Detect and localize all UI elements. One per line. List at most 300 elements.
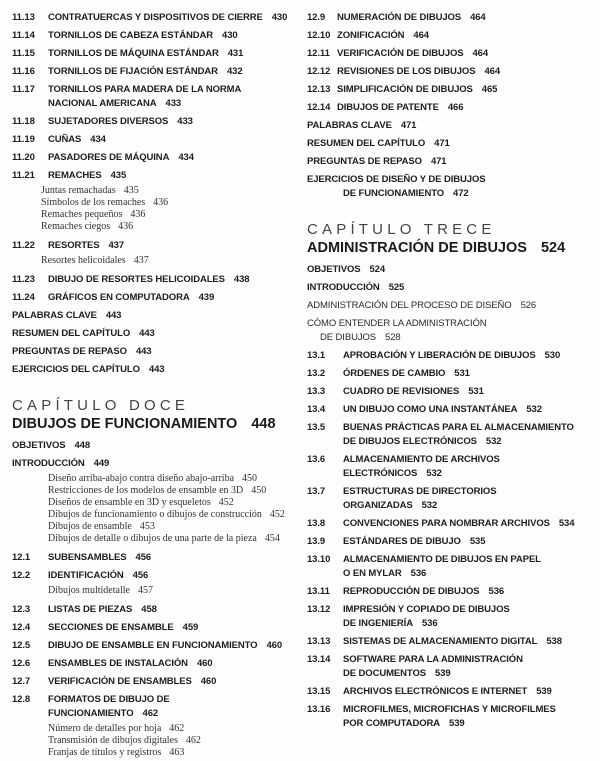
toc-entry[interactable] xyxy=(307,585,597,599)
section-number: 11.22 xyxy=(12,240,35,251)
entry-body xyxy=(48,551,300,565)
section-number: 11.21 xyxy=(12,170,35,181)
entry-title: EJERCICIOS DEL CAPÍTULO xyxy=(12,364,140,375)
toc-entry[interactable] xyxy=(12,657,300,671)
chapter-title-text: ADMINISTRACIÓN DE DIBUJOS xyxy=(307,240,527,256)
entry-body xyxy=(343,685,597,699)
section-number: 11.20 xyxy=(12,152,35,163)
page-number: 450 xyxy=(242,473,258,484)
entry-title: ESTÁNDARES DE DIBUJO xyxy=(343,536,461,547)
entry-title: UN DIBUJO COMO UNA INSTANTÁNEA xyxy=(343,404,518,415)
toc-entry[interactable] xyxy=(307,453,597,481)
entry-heading xyxy=(343,367,597,381)
page-number: 437 xyxy=(133,255,149,266)
page-number: 531 xyxy=(454,368,470,379)
toc-entry[interactable] xyxy=(307,603,597,631)
sub-entry[interactable] xyxy=(48,497,300,509)
page-number: 433 xyxy=(177,116,193,127)
sub-entry[interactable] xyxy=(48,747,300,759)
toc-entry[interactable] xyxy=(12,151,300,165)
entry-body xyxy=(337,65,597,79)
entry-title: INTRODUCCIÓN xyxy=(12,458,85,469)
entry-title: CUÑAS xyxy=(48,134,82,145)
page-number: 450 xyxy=(251,485,267,496)
entry-body xyxy=(343,349,597,363)
toc-entry[interactable] xyxy=(12,675,300,689)
entry-body xyxy=(48,151,300,165)
section-number: 13.5 xyxy=(307,422,326,433)
entry-title: IMPRESIÓN Y COPIADO DE DIBUJOS DE INGENIERÍA xyxy=(343,604,510,629)
page-number: 456 xyxy=(135,552,152,563)
toc-entry[interactable] xyxy=(307,385,597,399)
page-number: 528 xyxy=(385,332,401,343)
entry-body xyxy=(343,421,597,449)
entry-heading xyxy=(12,309,300,323)
page-number: 538 xyxy=(546,636,562,647)
toc-entry[interactable] xyxy=(307,685,597,699)
page-number: 448 xyxy=(251,416,276,432)
entry-title: REPRODUCCIÓN DE DIBUJOS xyxy=(343,586,480,597)
page-number: 449 xyxy=(93,458,110,469)
toc-entry[interactable] xyxy=(307,101,597,115)
toc-entry[interactable] xyxy=(12,47,300,61)
entry-body xyxy=(343,585,597,599)
section-number: 12.5 xyxy=(12,640,31,651)
entry-body xyxy=(343,535,597,549)
section-number: 11.19 xyxy=(12,134,35,145)
entry-title: DIBUJO DE RESORTES HELICOIDALES xyxy=(48,274,225,285)
entry-title: IDENTIFICACIÓN xyxy=(48,570,124,581)
toc-entry[interactable] xyxy=(12,273,300,287)
page-number: 443 xyxy=(105,310,122,321)
entry-title: REVISIONES DE LOS DIBUJOS xyxy=(337,66,476,77)
page-number: 524 xyxy=(369,264,386,275)
entry-heading xyxy=(48,169,300,183)
page-number: 452 xyxy=(218,497,234,508)
toc-entry[interactable] xyxy=(307,155,597,169)
page-number: 443 xyxy=(139,328,155,339)
page-number: 535 xyxy=(469,536,486,547)
entry-body xyxy=(48,693,300,761)
entry-title: CONTRATUERCAS Y DISPOSITIVOS DE CIERRE xyxy=(48,12,263,23)
entry-body xyxy=(12,327,300,341)
entry-body xyxy=(12,309,300,323)
section-number: 13.13 xyxy=(307,636,331,647)
entry-title: VERIFICACIÓN DE ENSAMBLES xyxy=(48,676,192,687)
sub-entry[interactable] xyxy=(48,735,300,747)
toc-left-column xyxy=(12,11,300,761)
sub-entry-title: Remaches ciegos xyxy=(41,221,111,232)
entry-title: PREGUNTAS DE REPASO xyxy=(307,156,422,167)
entry-heading xyxy=(48,621,300,635)
page-number: 443 xyxy=(148,364,165,375)
sub-entry[interactable] xyxy=(41,185,300,197)
toc-entry[interactable] xyxy=(12,65,300,79)
page-number: 464 xyxy=(472,48,489,59)
sub-entry[interactable] xyxy=(41,221,300,233)
chapter-title-text: DIBUJOS DE FUNCIONAMIENTO xyxy=(12,416,238,432)
page-number: 463 xyxy=(169,747,185,758)
toc-entry[interactable] xyxy=(307,137,597,151)
entry-heading xyxy=(12,457,300,471)
toc-entry[interactable] xyxy=(307,367,597,381)
sub-entry[interactable] xyxy=(48,509,300,521)
toc-entry[interactable] xyxy=(12,551,300,565)
sub-entry-title: Restricciones de los modelos de ensamble en 3D xyxy=(48,485,244,496)
page-number: 536 xyxy=(421,618,438,629)
entry-body xyxy=(337,11,597,25)
section-number: 13.1 xyxy=(307,350,326,361)
entry-title: PALABRAS CLAVE xyxy=(307,120,392,131)
toc-entry[interactable] xyxy=(12,169,300,235)
entry-title: RESUMEN DEL CAPÍTULO xyxy=(12,328,131,339)
section-number: 13.16 xyxy=(307,704,331,715)
entry-body xyxy=(343,485,597,513)
page-number: 453 xyxy=(139,521,155,532)
page-number: 539 xyxy=(449,718,465,729)
sub-entry-title: Dibujos de detalle o dibujos de una parte de la pieza xyxy=(48,533,257,544)
toc-right-column xyxy=(307,11,597,731)
page-number: 530 xyxy=(544,350,561,361)
page-number: 531 xyxy=(468,386,484,397)
entry-heading xyxy=(48,291,300,305)
section-number: 11.18 xyxy=(12,116,35,127)
entry-title: APROBACIÓN Y LIBERACIÓN DE DIBUJOS xyxy=(343,350,536,361)
sub-entry-title: Diseños de ensamble en 3D y esqueletos xyxy=(48,497,211,508)
page-number: 465 xyxy=(481,84,498,95)
entry-title: OBJETIVOS xyxy=(12,440,66,451)
sub-entry-title: Franjas de títulos y registros xyxy=(48,747,162,758)
entry-heading xyxy=(307,137,597,151)
toc-entry[interactable] xyxy=(307,281,597,295)
page-number: 524 xyxy=(540,240,566,256)
toc-entry[interactable] xyxy=(12,309,300,323)
toc-entry[interactable] xyxy=(307,653,597,681)
entry-body xyxy=(307,317,597,345)
toc-entry[interactable] xyxy=(307,421,597,449)
section-number: 12.12 xyxy=(307,66,331,77)
section-number: 13.9 xyxy=(307,536,326,547)
entry-body xyxy=(307,263,597,277)
toc-entry[interactable] xyxy=(307,349,597,363)
toc-entry[interactable] xyxy=(12,83,300,111)
entry-title: SOFTWARE PARA LA ADMINISTRACIÓN DE DOCUMENTOS xyxy=(343,654,523,679)
page-number: 460 xyxy=(196,658,213,669)
entry-body xyxy=(307,155,597,169)
entry-title: TORNILLOS PARA MADERA DE LA NORMA NACIONAL AMERICANA xyxy=(48,84,242,109)
toc-entry[interactable] xyxy=(307,517,597,531)
entry-title: SECCIONES DE ENSAMBLE xyxy=(48,622,174,633)
page-number: 448 xyxy=(74,440,91,451)
entry-title: ALMACENAMIENTO DE DIBUJOS EN PAPEL O EN MYLAR xyxy=(343,554,541,579)
entry-heading xyxy=(307,119,597,133)
entry-title: REMACHES xyxy=(48,170,102,181)
page-number: 471 xyxy=(400,120,417,131)
page-number: 435 xyxy=(110,170,127,181)
entry-body xyxy=(343,653,597,681)
entry-body xyxy=(307,173,597,201)
entry-heading xyxy=(337,65,597,79)
entry-heading xyxy=(48,551,300,565)
entry-body xyxy=(41,239,300,269)
entry-body xyxy=(307,281,597,295)
entry-body xyxy=(307,137,597,151)
page-number: 536 xyxy=(488,586,505,597)
entry-body xyxy=(48,569,300,599)
entry-heading xyxy=(48,47,300,61)
entry-title: INTRODUCCIÓN xyxy=(307,282,380,293)
sub-entry[interactable] xyxy=(48,585,300,597)
entry-title: PASADORES DE MÁQUINA xyxy=(48,152,170,163)
sub-entry[interactable] xyxy=(48,521,300,533)
sub-entry-title: Dibujos multidetalle xyxy=(48,585,130,596)
sub-entries xyxy=(48,723,300,759)
entry-heading xyxy=(48,639,300,653)
section-number: 12.7 xyxy=(12,676,31,687)
toc-entry[interactable] xyxy=(12,603,300,617)
sub-entry[interactable] xyxy=(48,485,300,497)
entry-body xyxy=(48,603,300,617)
entry-title: ÓRDENES DE CAMBIO xyxy=(343,368,446,379)
toc-entry[interactable] xyxy=(307,47,597,61)
entry-body xyxy=(337,83,597,97)
chapter-label: CAPÍTULO DOCE xyxy=(12,397,190,414)
toc-entry[interactable] xyxy=(307,635,597,649)
sub-entry-title: Remaches pequeños xyxy=(41,209,123,220)
entry-body xyxy=(343,603,597,631)
toc-entry[interactable] xyxy=(12,639,300,653)
toc-entry[interactable] xyxy=(307,535,597,549)
page-number: 539 xyxy=(434,668,451,679)
toc-entry[interactable] xyxy=(307,65,597,79)
entry-body xyxy=(48,115,300,129)
page-number: 439 xyxy=(198,292,215,303)
toc-entry[interactable] xyxy=(307,299,597,313)
entry-heading xyxy=(48,693,300,721)
entry-heading xyxy=(48,239,300,253)
entry-body xyxy=(48,657,300,671)
toc-entry[interactable] xyxy=(307,119,597,133)
entry-body xyxy=(343,403,597,417)
entry-heading xyxy=(307,173,597,201)
toc-entry[interactable] xyxy=(12,11,300,25)
entry-heading xyxy=(48,569,300,583)
section-number: 12.10 xyxy=(307,30,331,41)
entry-heading xyxy=(337,83,597,97)
entry-title: FORMATOS DE DIBUJO DE FUNCIONAMIENTO xyxy=(48,694,170,719)
entry-heading xyxy=(343,485,597,513)
entry-title: EJERCICIOS DE DISEÑO Y DE DIBUJOS DE FUNCIONAMIENTO xyxy=(307,174,486,199)
section-number: 12.3 xyxy=(12,604,31,615)
page-number: 532 xyxy=(421,500,438,511)
entry-title: PREGUNTAS DE REPASO xyxy=(12,346,127,357)
entry-body xyxy=(12,457,300,547)
page-number: 532 xyxy=(485,436,502,447)
entry-heading xyxy=(307,299,597,313)
page-number: 462 xyxy=(169,723,185,734)
sub-entry[interactable] xyxy=(48,533,300,545)
page-number: 532 xyxy=(526,404,542,415)
section-number: 13.10 xyxy=(307,554,331,565)
entry-heading xyxy=(343,653,597,681)
page-number: 435 xyxy=(123,185,139,196)
page-number: 436 xyxy=(153,197,169,208)
sub-entries xyxy=(12,473,300,545)
entry-body xyxy=(337,101,597,115)
section-number: 12.1 xyxy=(12,552,31,563)
page-number: 459 xyxy=(182,622,199,633)
page-number: 534 xyxy=(558,518,575,529)
entry-heading xyxy=(48,273,300,287)
toc-entry[interactable] xyxy=(12,327,300,341)
sub-entries xyxy=(41,185,300,233)
page-number: 430 xyxy=(222,30,238,41)
section-number: 13.7 xyxy=(307,486,326,497)
entry-body xyxy=(343,553,597,581)
page-number: 456 xyxy=(132,570,149,581)
entry-heading xyxy=(343,535,597,549)
section-number: 13.15 xyxy=(307,686,331,697)
entry-heading xyxy=(337,101,597,115)
entry-title: DIBUJO DE ENSAMBLE EN FUNCIONAMIENTO xyxy=(48,640,258,651)
chapter-label: CAPÍTULO TRECE xyxy=(307,221,496,238)
toc-entry[interactable] xyxy=(12,569,300,599)
toc-entry[interactable] xyxy=(12,693,300,761)
entry-body xyxy=(343,635,597,649)
toc-entry[interactable] xyxy=(307,317,597,345)
entry-title: GRÁFICOS EN COMPUTADORA xyxy=(48,292,190,303)
sub-entry[interactable] xyxy=(48,723,300,735)
entry-heading xyxy=(48,29,300,43)
entry-title: ENSAMBLES DE INSTALACIÓN xyxy=(48,658,188,669)
section-number: 12.6 xyxy=(12,658,31,669)
toc-entry[interactable] xyxy=(12,29,300,43)
toc-entry[interactable] xyxy=(12,363,300,377)
toc-entry[interactable] xyxy=(12,345,300,359)
sub-entry-title: Resortes helicoidales xyxy=(41,255,126,266)
entry-body xyxy=(48,621,300,635)
sub-entry[interactable] xyxy=(41,197,300,209)
entry-heading xyxy=(48,603,300,617)
entry-body xyxy=(48,65,300,79)
page-number: 539 xyxy=(536,686,552,697)
entry-title: ARCHIVOS ELECTRÓNICOS E INTERNET xyxy=(343,686,528,697)
toc-entry[interactable] xyxy=(307,29,597,43)
section-number: 12.11 xyxy=(307,48,330,59)
page-number: 462 xyxy=(185,735,201,746)
toc-entry[interactable] xyxy=(12,115,300,129)
toc-entry[interactable] xyxy=(307,403,597,417)
sub-entry-title: Dibujos de ensamble xyxy=(48,521,132,532)
entry-title: TORNILLOS DE FIJACIÓN ESTÁNDAR xyxy=(48,66,218,77)
toc-entry[interactable] xyxy=(12,439,300,453)
page-number: 471 xyxy=(430,156,447,167)
toc-entry[interactable] xyxy=(307,485,597,513)
section-number: 11.16 xyxy=(12,66,35,77)
section-number: 12.9 xyxy=(307,12,326,23)
entry-title: DIBUJOS DE PATENTE xyxy=(337,102,439,113)
page-number: 436 xyxy=(130,209,146,220)
sub-entry[interactable] xyxy=(41,255,300,267)
sub-entry-title: Juntas remachadas xyxy=(41,185,116,196)
entry-heading xyxy=(337,29,597,43)
entry-title: SIMPLIFICACIÓN DE DIBUJOS xyxy=(337,84,473,95)
entry-heading xyxy=(343,703,597,731)
entry-body xyxy=(337,47,597,61)
page-number: 460 xyxy=(266,640,283,651)
entry-body xyxy=(48,29,300,43)
section-number: 13.2 xyxy=(307,368,326,379)
page-number: 443 xyxy=(135,346,152,357)
page-number: 432 xyxy=(226,66,243,77)
sub-entry[interactable] xyxy=(48,473,300,485)
entry-heading xyxy=(48,65,300,79)
toc-entry[interactable] xyxy=(307,703,597,731)
section-number: 12.14 xyxy=(307,102,331,113)
entry-title: CUADRO DE REVISIONES xyxy=(343,386,460,397)
toc-entry[interactable] xyxy=(307,553,597,581)
toc-entry[interactable] xyxy=(307,83,597,97)
entry-title: ESTRUCTURAS DE DIRECTORIOS ORGANIZADAS xyxy=(343,486,497,511)
toc-entry[interactable] xyxy=(307,263,597,277)
toc-entry[interactable] xyxy=(12,457,300,547)
page-number: 464 xyxy=(470,12,486,23)
section-number: 11.23 xyxy=(12,274,35,285)
entry-heading xyxy=(307,281,597,295)
sub-entry[interactable] xyxy=(41,209,300,221)
entry-heading xyxy=(48,657,300,671)
entry-heading xyxy=(12,327,300,341)
entry-heading xyxy=(343,349,597,363)
entry-body xyxy=(343,385,597,399)
page-number: 472 xyxy=(453,188,469,199)
toc-entry[interactable] xyxy=(12,621,300,635)
sub-entry-title: Número de detalles por hoja xyxy=(48,723,162,734)
entry-body xyxy=(48,639,300,653)
toc-entry[interactable] xyxy=(307,11,597,25)
page-number: 532 xyxy=(426,468,442,479)
entry-title: SUBENSAMBLES xyxy=(48,552,127,563)
page-number: 464 xyxy=(413,30,429,41)
entry-heading xyxy=(337,47,597,61)
toc-entry[interactable] xyxy=(12,133,300,147)
entry-title: OBJETIVOS xyxy=(307,264,361,275)
page-number: 458 xyxy=(141,604,157,615)
page-number: 430 xyxy=(271,12,288,23)
page-number: 526 xyxy=(520,300,537,311)
toc-entry[interactable] xyxy=(12,239,300,269)
entry-heading xyxy=(12,363,300,377)
toc-entry[interactable] xyxy=(12,291,300,305)
entry-body xyxy=(12,345,300,359)
page-number: 436 xyxy=(118,221,134,232)
page-number: 433 xyxy=(165,98,182,109)
sub-entry-title: Dibujos de funcionamiento o dibujos de construcción xyxy=(48,509,262,520)
entry-heading xyxy=(307,263,597,277)
entry-title: SISTEMAS DE ALMACENAMIENTO DIGITAL xyxy=(343,636,538,647)
entry-title: NUMERACIÓN DE DIBUJOS xyxy=(337,12,462,23)
toc-entry[interactable] xyxy=(307,173,597,201)
page-number: 434 xyxy=(90,134,106,145)
entry-body xyxy=(343,367,597,381)
section-number: 11.17 xyxy=(12,84,35,95)
entry-body xyxy=(307,119,597,133)
chapter-heading xyxy=(307,221,597,257)
sub-entry-title: Transmisión de dibujos digitales xyxy=(48,735,178,746)
section-number: 12.13 xyxy=(307,84,331,95)
sub-entries xyxy=(41,255,300,267)
page-number: 471 xyxy=(434,138,450,149)
